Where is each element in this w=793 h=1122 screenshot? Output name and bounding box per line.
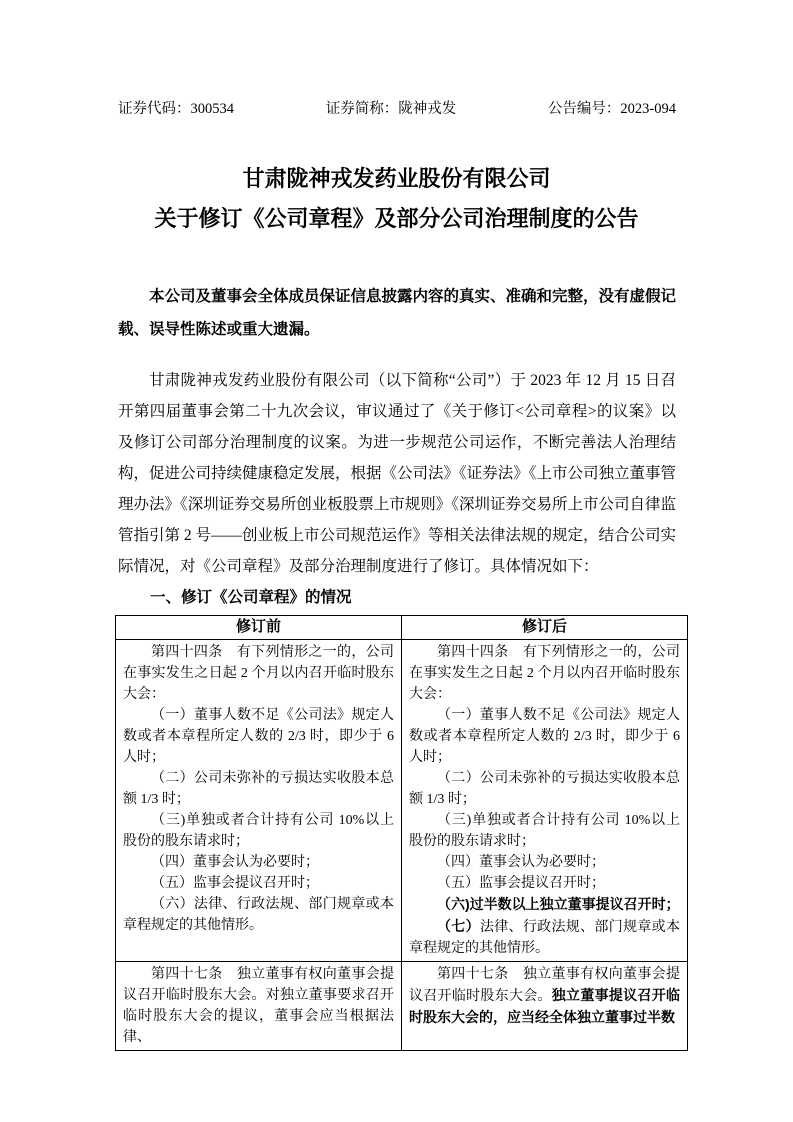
announcement-title: 关于修订《公司章程》及部分公司治理制度的公告 bbox=[154, 206, 639, 231]
clause-text: （四）董事会认为必要时； bbox=[151, 855, 319, 870]
clause-text: 第四十七条 独立董事有权向董事会提议召开临时股东大会。对独立董事要求召开临时股东大会的提议，董事会应当根据法律、 bbox=[123, 967, 394, 1045]
cell-paragraph bbox=[409, 705, 680, 768]
company-title: 甘肃陇神戎发药业股份有限公司 bbox=[242, 166, 551, 191]
revision-table bbox=[115, 615, 688, 1051]
cell-paragraph bbox=[409, 894, 680, 916]
cell-paragraph bbox=[123, 873, 394, 894]
cell-paragraph bbox=[409, 964, 680, 1029]
clause-text: 法律、行政法规、部门规章或本章程规定的其他情形。 bbox=[409, 920, 680, 956]
clause-text: （三)单独或者合计持有公司 10%以上股份的股东请求时； bbox=[409, 813, 680, 849]
cell-paragraph bbox=[409, 873, 680, 894]
clause-text: （三)单独或者合计持有公司 10%以上股份的股东请求时； bbox=[123, 813, 394, 849]
revised-text: 独立董事提议召开临时股东大会的，应当经全体独立董事过半数 bbox=[409, 987, 681, 1025]
clause-text: （四）董事会认为必要时； bbox=[437, 855, 605, 870]
section-heading: 一、修订《公司章程》的情况 bbox=[150, 589, 352, 606]
cell-paragraph bbox=[409, 852, 680, 873]
cell-paragraph bbox=[123, 768, 394, 810]
document-header bbox=[118, 100, 676, 118]
board-declaration: 本公司及董事会全体成员保证信息披露内容的真实、准确和完整，没有虚假记载、误导性陈述或重大遗漏。 bbox=[118, 288, 677, 338]
clause-text: （一）董事人数不足《公司法》规定人数或者本章程所定人数的 2/3 时，即少于 6 人时； bbox=[409, 708, 680, 765]
column-header-after: 修订后 bbox=[402, 616, 688, 640]
revision-table-body bbox=[116, 640, 688, 1051]
cell-paragraph bbox=[409, 768, 680, 810]
clause-text: （五）监事会提议召开时； bbox=[151, 876, 319, 891]
cell-paragraph bbox=[409, 642, 680, 705]
clause-text: （六）法律、行政法规、部门规章或本章程规定的其他情形。 bbox=[123, 897, 394, 933]
announcement-number: 公告编号：2023-094 bbox=[547, 101, 676, 117]
revised-text: （六)过半数以上独立董事提议召开时； bbox=[437, 896, 680, 912]
cell-paragraph bbox=[123, 810, 394, 852]
cell-before bbox=[116, 640, 402, 962]
table-header-row bbox=[116, 616, 688, 640]
clause-text: 第四十七条 独立董事有权向董事会提议召开临时股东大会。 bbox=[409, 967, 680, 1004]
clause-text: 第四十四条 有下列情形之一的，公司在事实发生之日起 2 个月以内召开临时股东大会： bbox=[123, 645, 394, 702]
cell-paragraph bbox=[123, 852, 394, 873]
column-header-before: 修订前 bbox=[116, 616, 402, 640]
clause-text: （二）公司未弥补的亏损达实收股本总额 1/3 时； bbox=[409, 771, 680, 807]
clause-text: （五）监事会提议召开时； bbox=[437, 876, 605, 891]
cell-paragraph bbox=[123, 964, 394, 1048]
cell-paragraph bbox=[123, 894, 394, 936]
stock-name: 证券简称：陇神戎发 bbox=[325, 101, 457, 117]
cell-paragraph bbox=[409, 810, 680, 852]
table-row bbox=[116, 962, 688, 1051]
cell-paragraph bbox=[123, 705, 394, 768]
table-row bbox=[116, 640, 688, 962]
clause-text: （二）公司未弥补的亏损达实收股本总额 1/3 时； bbox=[123, 771, 394, 807]
clause-text: （一）董事人数不足《公司法》规定人数或者本章程所定人数的 2/3 时，即少于 6 人时； bbox=[123, 708, 394, 765]
cell-before bbox=[116, 962, 402, 1051]
cell-paragraph bbox=[123, 642, 394, 705]
stock-code: 证券代码：300534 bbox=[118, 101, 234, 117]
cell-after bbox=[402, 640, 688, 962]
clause-text: 第四十四条 有下列情形之一的，公司在事实发生之日起 2 个月以内召开临时股东大会： bbox=[409, 645, 680, 702]
revision-table-head bbox=[116, 616, 688, 640]
cell-after bbox=[402, 962, 688, 1051]
cell-paragraph bbox=[409, 916, 680, 959]
intro-paragraph: 甘肃陇神戎发药业股份有限公司（以下简称“公司”）于 2023 年 12 月 15 日召开第四届董事会第二十九次会议，审议通过了《关于修订<公司章程>的议案》以及修订公司部分治理制度的议案。为进一步规范公司运作，不断完善法人治理结构，促进公司持续健康稳定发展，根据《公司法》《证券法》《上市公司独立董事管理办法》《深圳证券交易所创业板股票上市规则》《深圳证券交易所上市公司自律监管指引第 2 号——创业板上市公司规范运作》等相关法律法规的规定，结合公司实际情况，对《公司章程》及部分治理制度进行了修订。具体情况如下： bbox=[118, 372, 677, 575]
revised-text: （七） bbox=[437, 918, 480, 934]
